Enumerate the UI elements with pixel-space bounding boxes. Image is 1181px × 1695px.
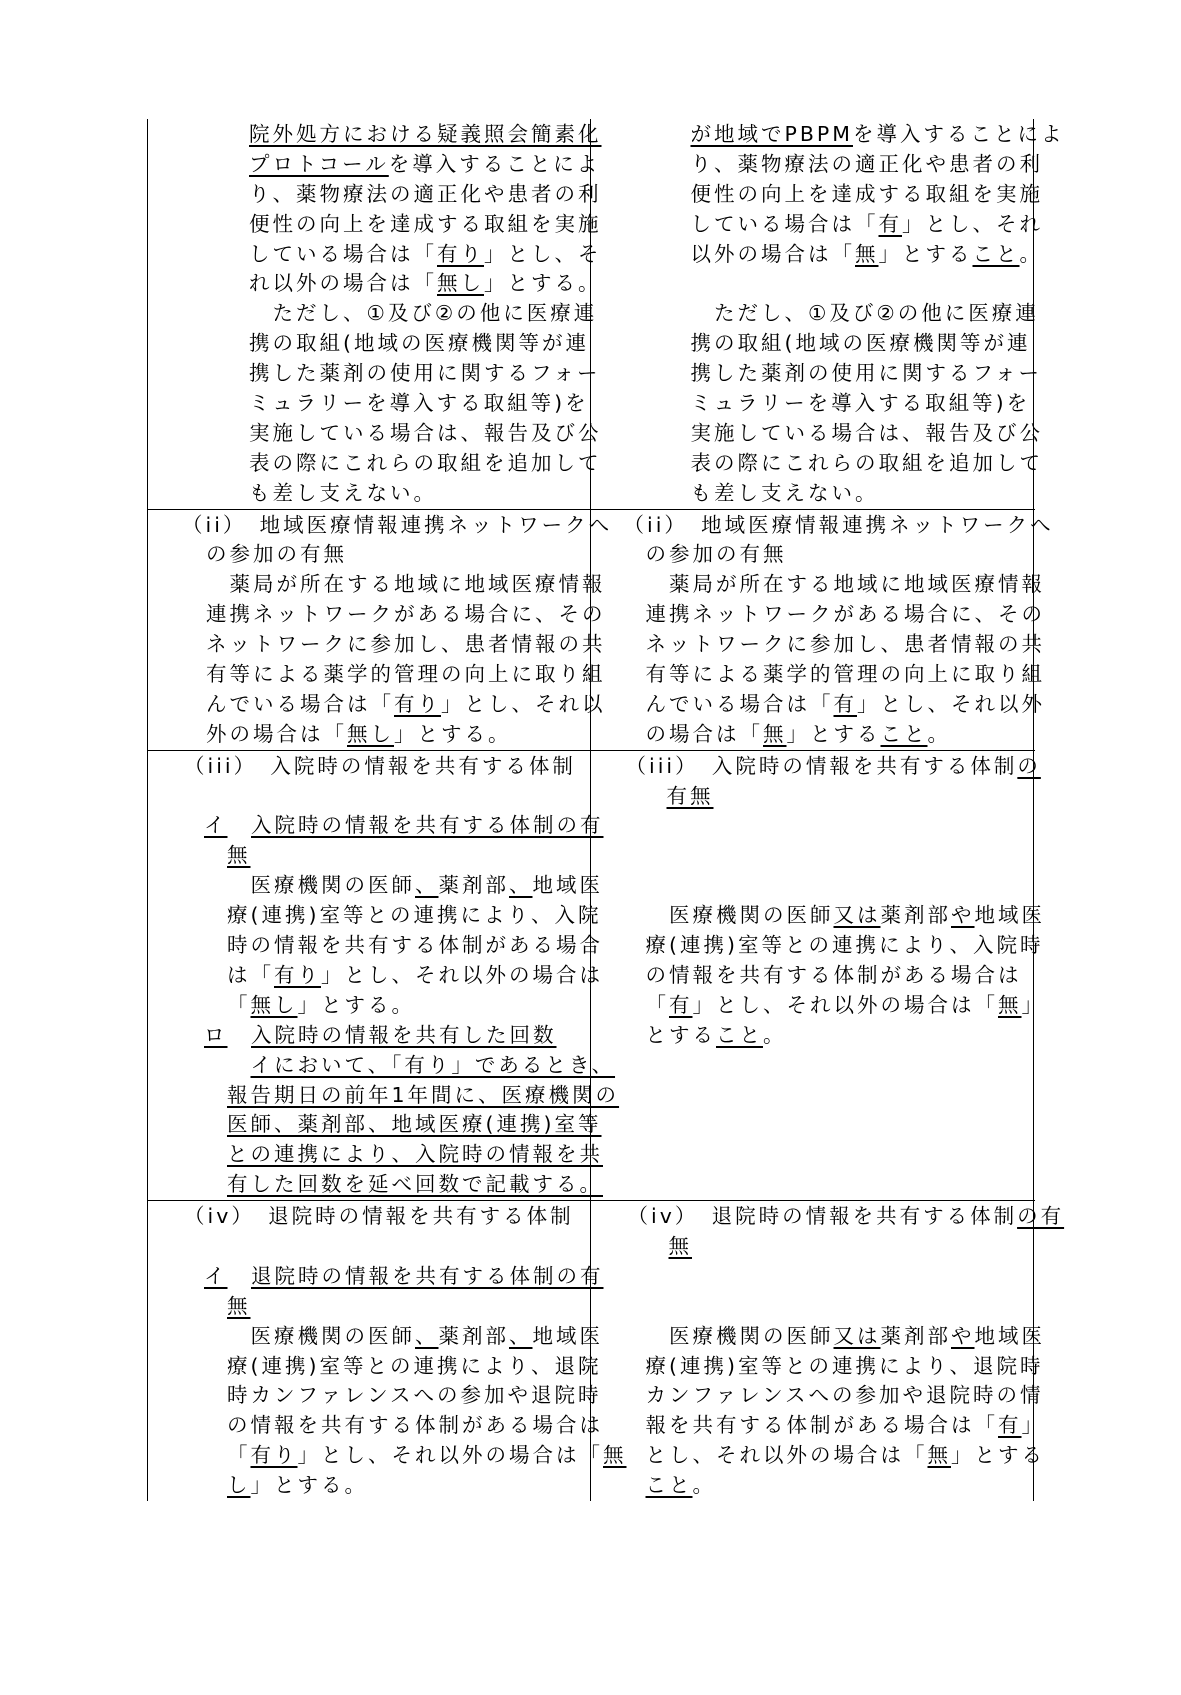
text-line [148,1170,603,1200]
text-segment: 。 [692,1473,716,1498]
text-segment: れ以外の場合は「 [249,271,437,296]
underlined-text: 有り [274,962,321,987]
text-segment: 」とし、それ以外の場合は「 [297,1443,603,1468]
text-segment: ただし、①及び②の他に医療連 [690,301,1039,326]
text-segment: 。 [1019,241,1043,266]
revised-text-cell [147,1201,627,1501]
text-segment: 便性の向上を達成する取組を実施 [249,211,602,236]
table-row [147,751,1045,1201]
text-line [148,419,602,449]
underlined-text: 無 [227,1293,251,1318]
text-line [148,299,598,329]
underlined-text: 無 [227,843,251,868]
text-segment: を導入することによ [852,122,1065,146]
text-line [148,511,613,541]
text-segment: 療(連携)室等との連携により、退院時 [645,1353,1044,1378]
text-segment: 表の際にこれらの取組を追加して [249,450,602,475]
text-segment: 。 [927,721,951,746]
text-line [148,449,602,479]
text-line [148,991,590,1021]
text-segment: 「 [227,1443,251,1468]
text-line [590,811,1033,841]
text-line [590,660,1045,690]
underlined-text: こと [880,721,928,746]
text-segment: の情報を共有する体制がある場合は [227,1413,603,1438]
underlined-text: 有無 [666,783,714,808]
text-line [590,1021,1033,1051]
text-line [590,600,1045,630]
text-segment: 」とする [878,241,973,266]
text-line [590,1292,1033,1322]
text-line [590,630,1045,660]
text-line [590,752,1041,782]
text-line [148,752,590,782]
current-text-cell [590,1201,1065,1501]
text-segment: ただし、①及び②の他に医療連 [249,301,598,326]
text-line [148,479,590,509]
text-line [590,901,1045,931]
text-segment: 地域医 [532,1323,603,1348]
text-segment: 」とする。 [250,1473,368,1498]
text-line [590,871,1033,901]
text-line [590,150,1043,180]
text-line [590,570,1045,600]
underlined-text: 退院時の情報を共有する体制の有 [251,1263,604,1288]
underlined-text: が地域でPBPM [690,122,853,146]
text-line [590,389,1033,419]
text-line [148,1471,590,1501]
text-segment: 療(連携)室等との連携により、入院 [227,903,602,928]
text-segment: 地域医 [974,903,1045,928]
text-segment: 」 [1021,992,1045,1017]
text-line [148,120,602,150]
text-segment: 医療機関の医師 [645,903,834,928]
underlined-text: 又は [833,903,881,928]
text-segment: 外の場合は「 [206,721,347,746]
text-segment: 医療機関の医師 [645,1323,834,1348]
current-text-cell [590,510,1054,750]
text-segment: り、薬物療法の適正化や患者の利 [690,151,1043,176]
text-segment: 報を共有する体制がある場合は「 [645,1413,998,1438]
text-segment: 「 [645,992,669,1017]
text-segment: 薬剤部 [880,903,951,928]
text-segment: 」とする。 [484,271,602,296]
underlined-text: 有 [669,992,693,1017]
underlined-text: 有 [878,211,902,236]
text-line [590,1232,1033,1262]
underlined-text: の有 [1017,1204,1065,1229]
underlined-text: や [951,903,975,928]
text-segment: （iv） 退院時の情報を共有する体制 [627,1204,1018,1229]
underlined-text: 有り [437,241,484,266]
text-segment: 」とし、それ [902,211,1043,236]
text-line [148,359,601,389]
text-segment: 携の取組(地域の医療機関等が連 [249,331,589,356]
text-line [148,961,603,991]
text-segment: 」とし、そ [484,241,602,266]
text-segment: を導入することによ [388,151,601,176]
text-line [590,1381,1044,1411]
text-line [590,1411,1045,1441]
text-segment: （iv） 退院時の情報を共有する体制 [184,1204,574,1229]
text-line [148,1021,590,1051]
text-segment: 有等による薬学的管理の向上に取り組 [206,662,606,687]
underlined-text: 無 [603,1443,627,1468]
underlined-text: 無 [927,1443,951,1468]
text-segment: 時カンファレンスへの参加や退院時 [227,1383,602,1408]
underlined-text: イ [204,813,228,838]
text-line [148,389,590,419]
text-segment [228,1023,252,1047]
text-line [148,690,606,720]
text-line [148,901,602,931]
text-segment: 実施している場合は、報告及び公 [249,420,602,445]
text-line [590,690,1045,720]
text-segment: 連携ネットワークがある場合に、その [645,602,1045,627]
text-line [590,419,1043,449]
underlined-text: 、 [509,1323,533,1348]
current-text-cell [590,119,1065,509]
text-segment: 携した薬剤の使用に関するフォー [249,361,601,386]
text-segment: ネットワークに参加し、患者情報の共 [645,632,1045,657]
text-segment: んでいる場合は「 [206,691,394,716]
text-line [148,841,590,871]
text-segment: り、薬物療法の適正化や患者の利 [249,181,602,206]
underlined-text: 、 [415,873,439,898]
underlined-text: 有した回数を延べ回数で記載する。 [227,1172,603,1197]
text-line [148,782,590,812]
text-segment: 」とする。 [394,721,512,746]
text-segment: 連携ネットワークがある場合に、その [206,602,606,627]
text-segment: 薬剤部 [438,873,509,898]
text-segment: 」とし、それ以外の場合は [321,962,603,987]
revised-text-cell [147,510,613,750]
text-segment: も差し支えない。 [249,480,437,505]
text-segment: カンファレンスへの参加や退院時の情 [645,1383,1044,1408]
text-segment: 地域医 [532,873,603,898]
text-segment: も差し支えない。 [690,480,879,505]
text-line [148,329,590,359]
text-line [148,1081,620,1111]
text-line [590,1262,1033,1292]
underlined-text: 無 [998,992,1022,1017]
text-line [148,570,606,600]
text-segment: の情報を共有する体制がある場合は [645,962,1022,987]
text-line [148,1322,603,1352]
text-line [148,1411,603,1441]
text-line [590,269,1033,299]
revised-text-cell [147,119,602,509]
text-line [590,1471,1033,1501]
underlined-text: 無 [763,721,787,746]
text-segment: 時の情報を共有する体制がある場合 [227,933,603,958]
text-segment: とし、それ以外の場合は「 [645,1443,928,1468]
text-line [590,359,1042,389]
text-segment: 」とする。 [297,992,415,1017]
underlined-text: との連携により、入院時の情報を共 [227,1142,603,1167]
text-line [148,811,604,841]
text-line [590,120,1065,150]
underlined-text: 無 [668,1233,692,1258]
text-segment: 療(連携)室等との連携により、退院 [227,1353,602,1378]
text-segment: ミュラリーを導入する取組等)を [690,391,1031,416]
underlined-text: 有 [998,1413,1022,1438]
text-segment: ネットワークに参加し、患者情報の共 [206,632,606,657]
text-segment: 」とする [786,721,881,746]
underlined-text: プロトコール [249,151,389,176]
text-segment: 薬局が所在する地域に地域医療情報 [206,572,606,597]
table-row [147,1201,1065,1501]
text-segment: ミュラリーを導入する取組等)を [249,391,589,416]
underlined-text: 有 [833,691,857,716]
text-segment: 携の取組(地域の医療機関等が連 [690,331,1031,356]
underlined-text: 院外処方における疑義照会簡素化 [249,122,602,146]
underlined-text: 無し [437,271,484,296]
text-line [148,540,590,570]
text-segment: 表の際にこれらの取組を追加して [690,450,1043,475]
text-line [590,299,1039,329]
underlined-text: イにおいて、「有り」であるとき、 [250,1052,616,1077]
text-segment: 」とし、それ以 [441,691,606,716]
text-segment: 医療機関の医師 [227,1323,415,1348]
text-segment: （iii） 入院時の情報を共有する体制 [625,753,1018,778]
text-line [148,660,606,690]
text-segment: 「 [227,992,251,1017]
text-line [148,1110,602,1140]
text-segment: 有等による薬学的管理の向上に取り組 [645,662,1045,687]
text-line [148,720,590,750]
text-line [590,180,1043,210]
table-row [147,119,1065,510]
text-segment [228,1264,252,1288]
revised-text-cell [147,751,620,1200]
text-segment: 携した薬剤の使用に関するフォー [690,361,1042,386]
text-line [148,931,603,961]
underlined-text: 無し [347,721,394,746]
text-line [590,961,1033,991]
text-segment: している場合は「 [690,211,879,236]
underlined-text: 入院時の情報を共有する体制の有 [251,813,604,838]
text-segment [227,1053,251,1077]
text-line [590,329,1033,359]
text-segment: の参加の有無 [206,542,347,567]
text-line [590,1202,1065,1232]
text-segment: は「 [227,962,274,987]
text-segment: 」 [1021,1413,1045,1438]
text-segment [228,813,252,837]
underlined-text: 又は [833,1323,881,1348]
text-line [148,871,603,901]
text-line [590,240,1043,270]
text-line [590,479,1033,509]
text-line [590,991,1045,1021]
text-segment: している場合は「 [249,241,437,266]
underlined-text: 無し [250,992,298,1017]
underlined-text: 、 [415,1323,439,1348]
text-segment: （ii） 地域医療情報連携ネットワークへ [623,512,1054,537]
text-segment: 薬剤部 [438,1323,509,1348]
text-segment: 以外の場合は「 [690,241,855,266]
table-row [147,510,1054,751]
comparison-table [147,119,1065,1501]
text-line [148,180,602,210]
text-segment: 薬局が所在する地域に地域医療情報 [645,572,1045,597]
text-line [590,1441,1045,1471]
text-line [590,449,1043,479]
text-segment: 。 [763,1022,787,1047]
text-segment: んでいる場合は「 [645,691,834,716]
text-segment: 療(連携)室等との連携により、入院時 [645,933,1044,958]
text-line [590,782,1033,812]
text-line [148,600,606,630]
text-line [148,1051,616,1081]
text-segment: 」とする [951,1443,1045,1468]
text-segment: 薬剤部 [880,1323,951,1348]
text-segment: とする [645,1022,716,1047]
text-segment: 便性の向上を達成する取組を実施 [690,181,1043,206]
text-line [590,931,1044,961]
text-segment: 地域医 [974,1323,1045,1348]
text-line [590,841,1033,871]
text-line [590,540,1033,570]
text-line [148,1232,590,1262]
text-line [590,210,1043,240]
text-line [590,511,1054,541]
text-line [148,1202,590,1232]
text-segment: 」とし、それ以外 [857,691,1045,716]
underlined-text: 無 [855,241,879,266]
current-text-cell [590,751,1045,1200]
text-line [148,1292,590,1322]
text-segment: 」とし、それ以外の場合は「 [692,992,998,1017]
underlined-text: 報告期日の前年1年間に、医療機関の [227,1082,620,1107]
text-segment: の場合は「 [645,721,763,746]
underlined-text: 、 [509,873,533,898]
underlined-text: ロ [204,1022,228,1047]
underlined-text: や [951,1323,975,1348]
text-line [148,1381,602,1411]
text-line [148,1262,604,1292]
underlined-text: 医師、薬剤部、地域医療(連携)室等 [227,1112,602,1137]
text-segment: （iii） 入院時の情報を共有する体制 [184,753,576,778]
text-line [148,150,601,180]
text-line [148,630,606,660]
text-line [148,1441,627,1471]
text-line [148,1352,602,1382]
underlined-text: の [1017,753,1041,778]
underlined-text: し [227,1473,251,1498]
underlined-text: 有り [394,691,441,716]
text-line [148,210,602,240]
underlined-text: イ [204,1263,228,1288]
text-line [590,1352,1044,1382]
text-segment: 医療機関の医師 [227,873,415,898]
text-segment: 実施している場合は、報告及び公 [690,420,1043,445]
text-line [148,1140,603,1170]
text-line [590,720,1033,750]
text-line [148,269,602,299]
underlined-text: こと [972,241,1020,266]
underlined-text: 有り [250,1443,298,1468]
underlined-text: こと [716,1022,763,1047]
text-line [148,240,602,270]
underlined-text: こと [645,1473,693,1498]
underlined-text: 入院時の情報を共有した回数 [251,1022,557,1047]
text-line [590,1322,1045,1352]
text-segment: （ii） 地域医療情報連携ネットワークへ [182,512,613,537]
text-segment: の参加の有無 [645,542,787,567]
